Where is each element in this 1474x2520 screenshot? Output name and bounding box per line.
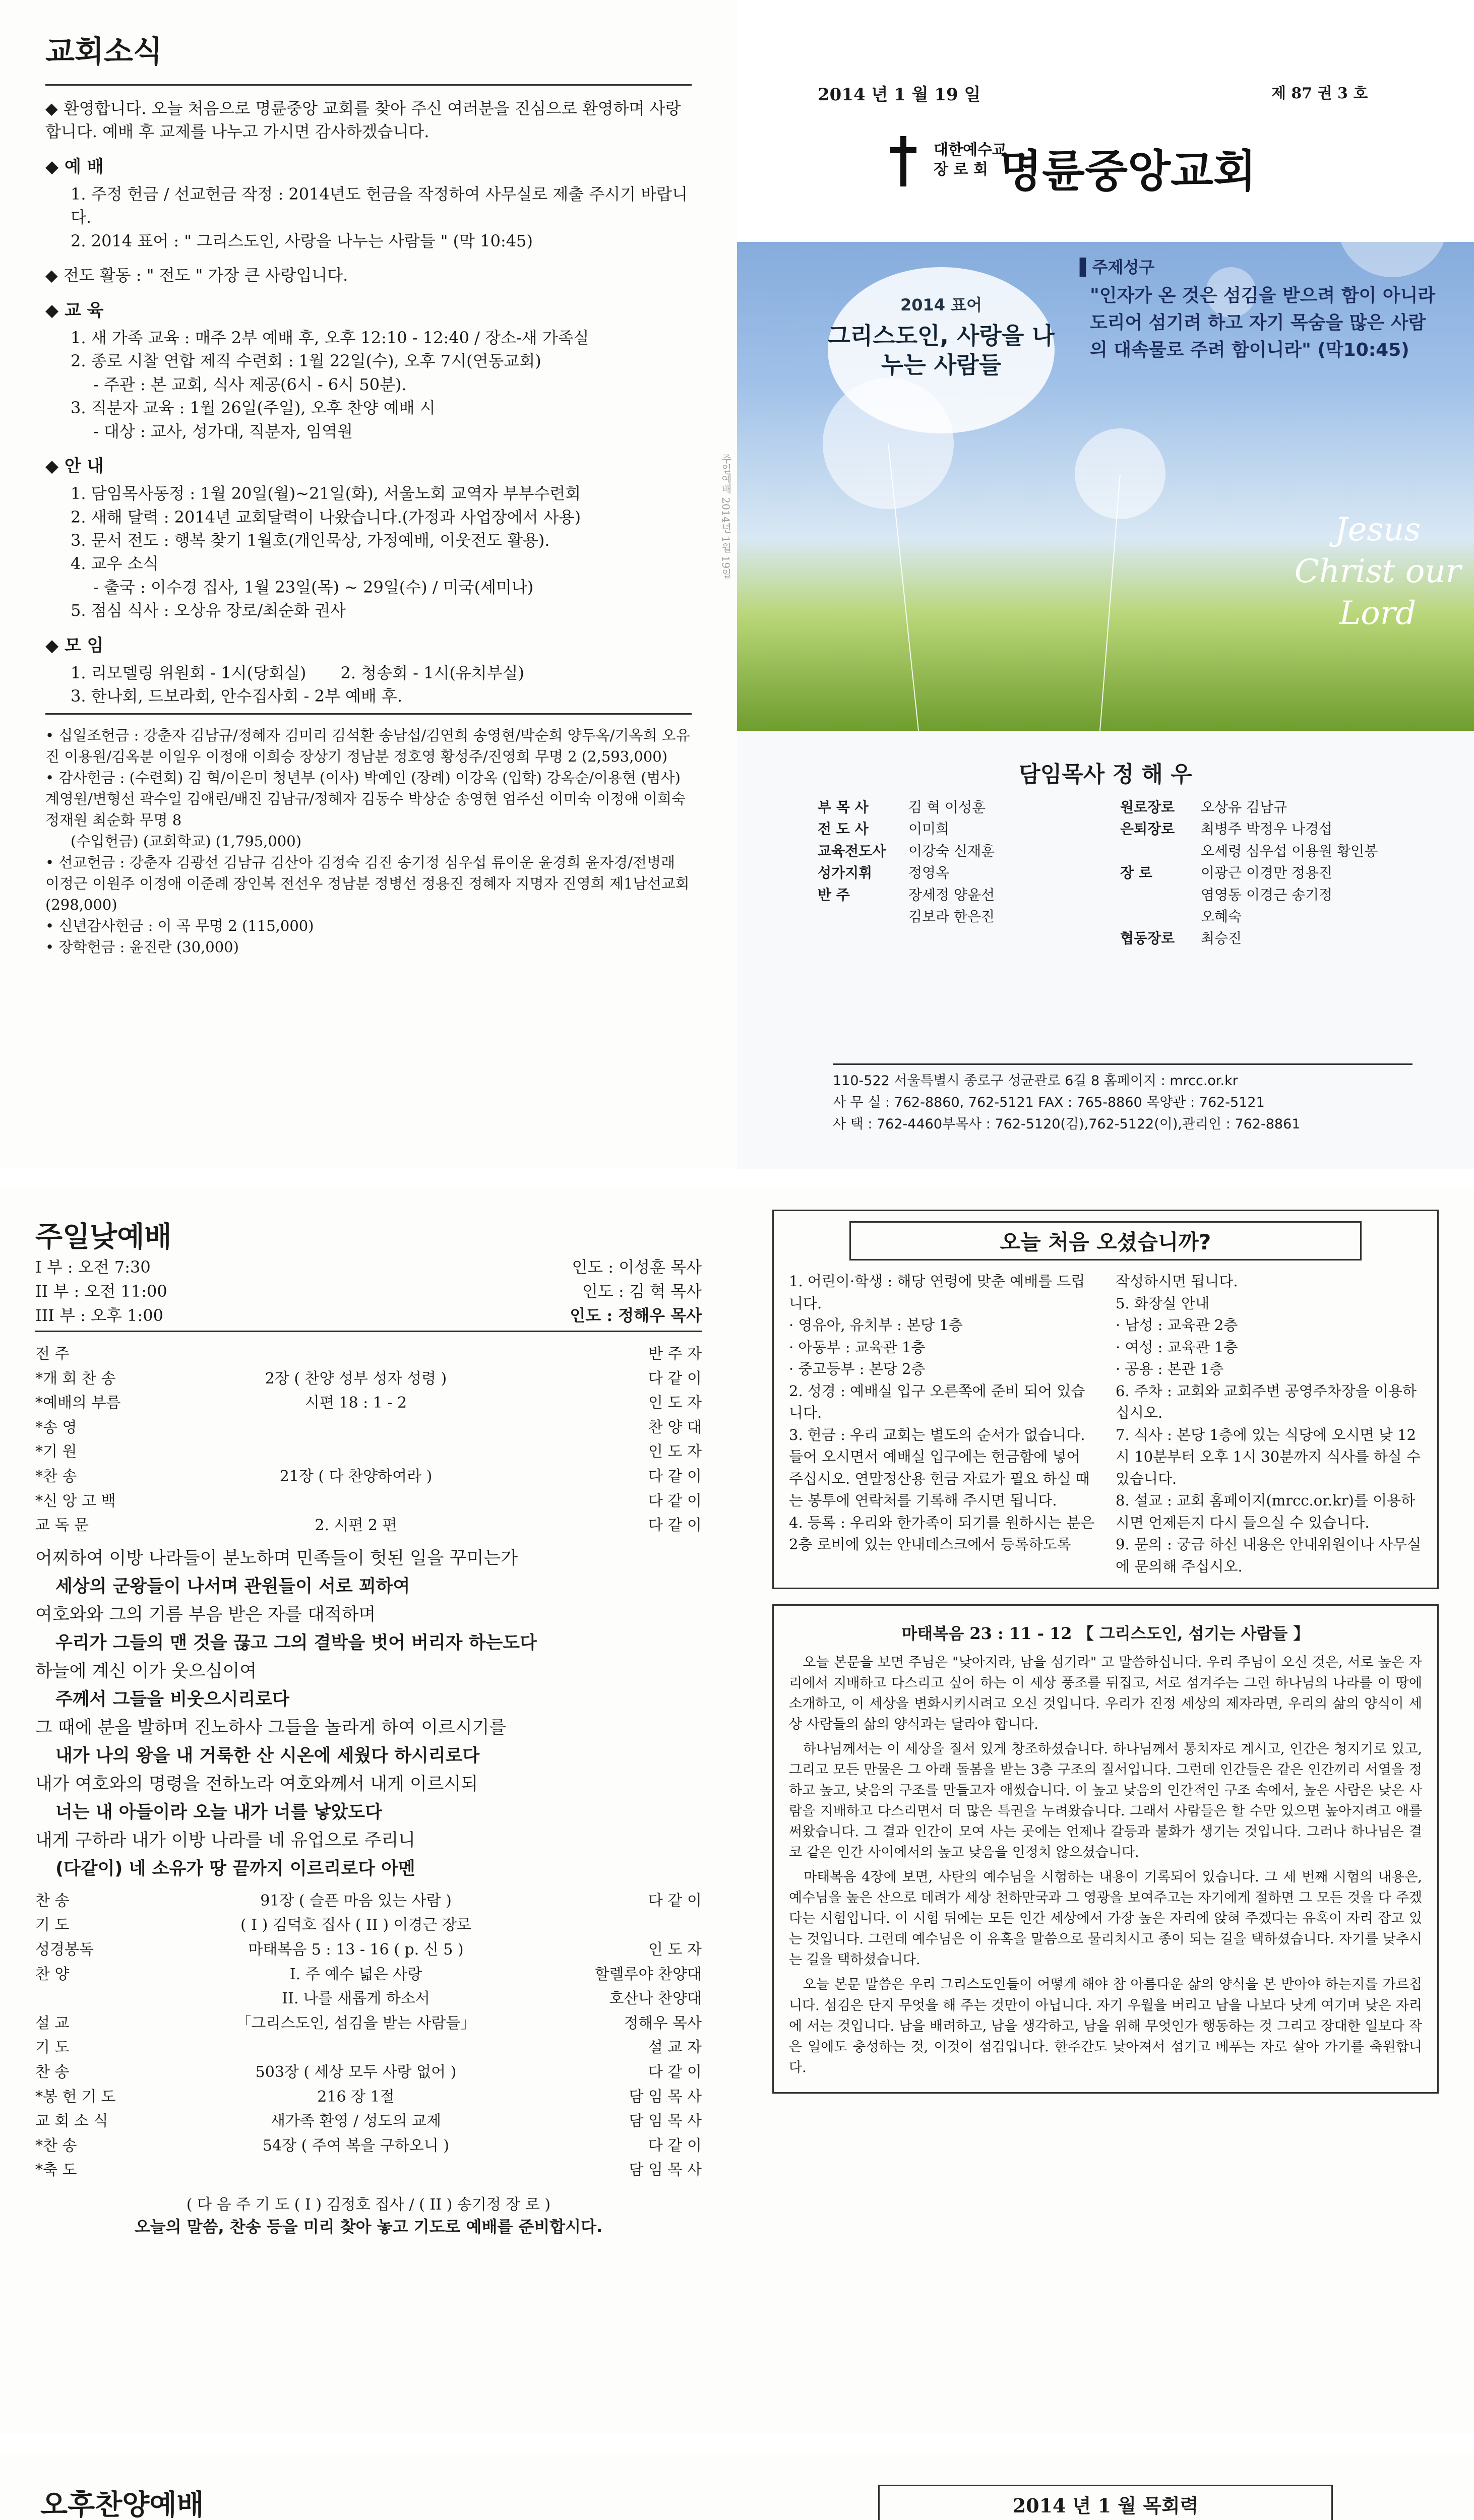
- offering-list: 선교헌금 : 강춘자 김광선 김남규 김산아 김정숙 김진 송기정 심우섭 류이운 윤경희 윤자경/전병래 이정근 이원주 이정애 이준례 장인복 전선우 정남분 정병선 정용진 정혜자 지명자 진영희 제1남선교회 (298,000): [45, 853, 690, 913]
- sunday-worship-page: [0, 1189, 737, 2434]
- offering-list: 신년감사헌금 : 이 곡 무명 2 (115,000): [58, 917, 314, 935]
- list-item: 1. 새 가족 교육 : 매주 2부 예배 후, 오후 12:10 - 12:40 / 장소-새 가족실: [71, 328, 589, 347]
- page-title: 교회소식: [45, 34, 162, 70]
- order-item-detail: 「그리스도인, 섬김을 받는 사람들」: [236, 2014, 476, 2032]
- order-item: [35, 1416, 702, 1440]
- order-item-person: 인 도 자: [648, 1394, 702, 1412]
- order-item: [35, 1465, 702, 1489]
- staff-names: 최병주 박정우 나경섭: [1201, 821, 1333, 838]
- staff-names: 김보라 한은진: [908, 908, 995, 925]
- list-item: 8. 설교 : 교회 홈페이지(mrcc.or.kr)를 이용하시면 언제든지 다시 들으실 수 있습니다.: [1116, 1492, 1416, 1531]
- staff-row: [818, 906, 1412, 927]
- service-leader: 인도 : 정해우 목사: [570, 1306, 702, 1325]
- sermon-paragraph: 마태복음 4장에 보면, 사탄의 예수님을 시험하는 내용이 기록되어 있습니다. 그 세 번째 시험의 내용은, 예수님을 높은 산으로 데려가 세상 천하만국과 그 영광을 보여주고는 자기에게 절하면 그 모든 것을 다 주겠다는 시험입니다. 이 시험 뒤에는 모든 인간 세상에서 가장 높은 자리에 앉혀 주겠다는 유혹이 자리 잡고 있는 것입니다. 그런데 예수님은 이 유혹을 말씀으로 물리치시고 종이 되는 길을 택하셨습니다. 자기를 낮추시는 길을 택하셨습니다.: [789, 1869, 1422, 1968]
- staff-role: [1120, 884, 1201, 906]
- page-title: 오후찬양예배: [40, 2489, 204, 2520]
- list-item: · 공용 : 본관 1층: [1116, 1360, 1224, 1377]
- divider: [45, 84, 692, 86]
- reading-line: 내게 구하라 내가 이방 나라를 네 유업으로 주리니: [35, 1830, 416, 1851]
- list-item: 2. 종로 시찰 연합 제직 수련회 : 1월 22일(수), 오후 7시(연동교회): [71, 351, 541, 371]
- order-item: [35, 1963, 702, 1987]
- visitor-info-left: [789, 1271, 1095, 1578]
- staff-role: 부 목 사: [818, 799, 869, 815]
- staff-role: [818, 906, 908, 927]
- reading-line: 여호와와 그의 기름 부음 받은 자를 대적하며: [35, 1604, 376, 1625]
- theme-verse: "인자가 온 것은 섬김을 받으려 함이 아니라 도리어 섬기려 하고 자기 목숨을 많은 사람의 대속물로 주려 함이니라" (막10:45): [1090, 285, 1436, 360]
- order-item-person: 다 같 이: [648, 1492, 702, 1510]
- list-item: - 출국 : 이수경 집사, 1월 23일(목) ~ 29일(수) / 미국(세미나): [93, 577, 534, 597]
- reading-line: 그 때에 분을 발하며 진노하사 그들을 놀라게 하여 이르시기를: [35, 1717, 507, 1738]
- box-title: 오늘 처음 오셨습니까?: [849, 1221, 1362, 1261]
- list-item: · 아동부 : 교육관 1층: [789, 1338, 926, 1356]
- order-item-detail: 54장 ( 주여 복을 구하오니 ): [262, 2136, 450, 2155]
- offering-list: 십일조헌금 : 강춘자 김남규/정혜자 김미리 김석환 송남섭/김연희 송영현/박순희 양두옥/기옥희 오유진 이용원/김옥분 이일우 이정애 이희승 장상기 정남분 정호영 황성주/진영희 무명 2 (2,593,000): [45, 726, 690, 765]
- service-leader: 인도 : 김 혁 목사: [582, 1282, 702, 1301]
- order-item-name: [35, 1987, 141, 2011]
- order-item: [35, 1489, 702, 1514]
- staff-names: 장세정 양윤선: [908, 886, 995, 903]
- order-item-person: 다 같 이: [648, 2136, 702, 2155]
- list-item: 1. 담임목사동정 : 1월 20일(월)~21일(화), 서울노회 교역자 부부수련회: [71, 484, 581, 503]
- reading-line: 주께서 그들을 비웃으시리로다: [55, 1689, 289, 1710]
- staff-names: [908, 927, 1120, 949]
- sermon-paragraph: 오늘 본문 말씀은 우리 그리스도인들이 어떻게 해야 참 아름다운 삶의 양식을 본 받아야 하는지를 가르칩니다. 섬김은 단지 무엇을 해 주는 것만이 아닙니다. 자기 우월을 버리고 남을 나보다 낫게 여기며 낮은 자리에 서는 것입니다. 남을 배려하고, 남을 생각하고, 남을 위해 무엇인가 행동하는 것 그리고 장대한 일보다 작은 일에도 충성하는 것, 이것이 섬김입니다. 한주간도 낮아져서 섬기고 베푸는 자로 살아 가기를 축원합니다.: [789, 1977, 1422, 2075]
- order-item-name: 기 도: [35, 1916, 70, 1934]
- staff-role: 협동장로: [1120, 930, 1175, 947]
- service-time: II 부 : 오전 11:00: [35, 1282, 167, 1301]
- order-item-name: 찬 양: [35, 1965, 70, 1983]
- order-item-detail: [141, 2036, 571, 2060]
- order-item-name: 설 교: [35, 2014, 70, 2032]
- order-of-service: [35, 1889, 702, 2183]
- reading-line: (다같이) 네 소유가 땅 끝까지 이르리로다 아멘: [55, 1858, 415, 1879]
- order-item: [35, 2036, 702, 2060]
- staff-names: 최승진: [1201, 930, 1242, 947]
- ministry-calendar-page: [737, 2454, 1474, 2520]
- reading-line: 어찌하여 이방 나라들이 분노하며 민족들이 헛된 일을 꾸미는가: [35, 1548, 518, 1568]
- order-item-person: [571, 1913, 702, 1938]
- order-item: [35, 1913, 702, 1938]
- order-item: [35, 2011, 702, 2036]
- order-item: [35, 1938, 702, 1963]
- order-item-name: 성경봉독: [35, 1940, 94, 1959]
- staff-row: [818, 840, 1412, 862]
- order-item-detail: 91장 ( 슬픈 마음 있는 사람 ): [260, 1892, 452, 1910]
- order-item-person: 담 임 목 사: [629, 2112, 702, 2130]
- next-week-prayer: ( 다 음 주 기 도 ( I ) 김정호 집사 / ( II ) 송기정 장 로 ): [186, 2195, 551, 2214]
- order-item: [35, 2134, 702, 2159]
- staff-role: 장 로: [1120, 864, 1152, 881]
- order-item-person: 인 도 자: [648, 1443, 702, 1461]
- staff-role: [1120, 840, 1201, 862]
- cover-script-text: Jesus Christ our Lord: [1294, 511, 1461, 633]
- list-item: 1. 어린이·학생 : 해당 연령에 맞춘 예배를 드립니다.: [789, 1273, 1085, 1312]
- motto-year: 2014 표어: [900, 295, 982, 314]
- theme-verse-label: ▌주제성구: [1080, 258, 1155, 277]
- visitor-info-page: [737, 1189, 1474, 2434]
- order-item-detail: 시편 18 : 1 - 2: [304, 1394, 407, 1412]
- staff-role: [818, 927, 908, 949]
- order-item-name: 찬 송: [35, 2063, 70, 2081]
- order-item-person: 담 임 목 사: [629, 2161, 702, 2179]
- issue-number: 제 87 권 3 호: [1271, 85, 1368, 102]
- page-gap: [0, 1169, 1474, 1189]
- order-item-person: 설 교 자: [648, 2039, 702, 2057]
- list-item: · 중고등부 : 본당 2층: [789, 1360, 926, 1377]
- motto-text: 그리스도인, 사랑을 나누는 사람들: [828, 322, 1055, 379]
- order-item-detail: II. 나를 새롭게 하소서: [282, 1990, 430, 2008]
- reading-line: 우리가 그들의 맨 것을 끊고 그의 결박을 벗어 버리자 하는도다: [55, 1632, 537, 1653]
- staff-names: 오세령 심우섭 이용원 황인봉: [1201, 842, 1378, 859]
- list-item: 1. 리모델링 위원회 - 1시(당회실): [71, 663, 306, 682]
- welcome-text: 환영합니다. 오늘 처음으로 명륜중앙 교회를 찾아 주신 여러분을 진심으로 환영하며 사랑합니다. 예배 후 교제를 나누고 가시면 감사하겠습니다.: [45, 99, 681, 142]
- list-item: · 여성 : 교육관 1층: [1116, 1338, 1238, 1356]
- list-item: 3. 직분자 교육 : 1월 26일(주일), 오후 찬양 예배 시: [71, 398, 436, 418]
- order-item-detail: [141, 1489, 571, 1514]
- divider: [45, 713, 692, 715]
- staff-names: 이광근 이경만 정용진: [1201, 864, 1333, 881]
- staff-names: 김 혁 이성훈: [908, 799, 986, 815]
- reading-line: 너는 내 아들이라 오늘 내가 너를 낳았도다: [55, 1802, 382, 1822]
- list-item: 작성하시면 됩니다.: [1116, 1273, 1238, 1290]
- staff-row: [818, 796, 1412, 818]
- order-item-person: 찬 양 대: [648, 1418, 702, 1436]
- order-item-person: 호산나 찬양대: [609, 1990, 702, 2008]
- order-item-name: *신 앙 고 백: [35, 1492, 116, 1510]
- list-item: 2. 새해 달력 : 2014년 교회달력이 나왔습니다.(가정과 사업장에서 사용): [71, 507, 581, 527]
- visitor-box: [772, 1210, 1439, 1589]
- order-item-person: 다 같 이: [648, 1517, 702, 1535]
- order-item-detail: 503장 ( 세상 모두 사랑 없어 ): [255, 2063, 457, 2081]
- motto-bubble: [828, 267, 1055, 433]
- staff-row: [818, 862, 1412, 884]
- reading-line: 세상의 군왕들이 나서며 관원들이 서로 꾀하여: [55, 1576, 410, 1597]
- order-item-person: 다 같 이: [648, 2063, 702, 2081]
- list-item: 1. 주정 헌금 / 선교헌금 작정 : 2014년도 헌금을 작정하여 사무실로 제출 주시기 바랍니다.: [71, 184, 688, 227]
- staff-role: 은퇴장로: [1120, 821, 1175, 838]
- list-item: 2. 청송회 - 1시(유치부실): [340, 663, 524, 682]
- list-item: 4. 등록 : 우리와 한가족이 되기를 원하시는 분은 2층 로비에 있는 안내데스크에서 등록하도록: [789, 1514, 1095, 1553]
- offering-list: 장학헌금 : 윤진란 (30,000): [58, 938, 239, 956]
- staff-names: 정영옥: [908, 864, 950, 881]
- list-item: 6. 주차 : 교회와 교회주변 공영주차장을 이용하십시오.: [1116, 1382, 1417, 1421]
- section-heading: 예 배: [64, 156, 104, 177]
- order-item: [35, 1367, 702, 1392]
- order-item: [35, 1889, 702, 1914]
- issue-date: 2014 년 1 월 19 일: [818, 85, 981, 105]
- cover-header: [737, 0, 1474, 242]
- order-item-detail: I. 주 예수 넓은 사랑: [289, 1965, 422, 1983]
- order-item-name: *예배의 부름: [35, 1394, 121, 1412]
- staff-names: 오상유 김남규: [1201, 799, 1287, 815]
- sermon-text: [789, 1652, 1422, 2078]
- reading-line: 내가 여호와의 명령을 전하노라 여호와께서 내게 이르시되: [35, 1774, 478, 1794]
- sermon-box: [772, 1604, 1439, 2094]
- list-item: · 남성 : 교육관 2층: [1116, 1316, 1238, 1334]
- afternoon-worship-page: [0, 2454, 737, 2520]
- list-item: 2. 성경 : 예배실 입구 오른쪽에 준비 되어 있습니다.: [789, 1382, 1085, 1421]
- order-item-person: 다 같 이: [648, 1892, 702, 1910]
- staff-row: [818, 818, 1412, 840]
- order-item: [35, 1514, 702, 1538]
- order-item-name: *기 원: [35, 1443, 77, 1461]
- sermon-title: 마태복음 23 : 11 - 12 【 그리스도인, 섬기는 사람들 】: [901, 1624, 1310, 1643]
- divider: [35, 1331, 702, 1332]
- order-item-detail: 2. 시편 2 편: [315, 1517, 397, 1535]
- order-item-detail: 새가족 환영 / 성도의 교제: [270, 2112, 442, 2130]
- order-item-person: 다 같 이: [648, 1467, 702, 1485]
- page-gap: [0, 2434, 1474, 2454]
- order-item-name: 찬 송: [35, 1892, 70, 1910]
- order-item-name: 기 도: [35, 2039, 70, 2057]
- order-item-person: 정해우 목사: [624, 2014, 702, 2032]
- order-item-name: *찬 송: [35, 2136, 77, 2155]
- order-item-person: 반 주 자: [648, 1345, 702, 1363]
- offering-list: 감사헌금 : (수련회) 김 혁/이은미 청년부 (이사) 박예인 (장례) 이강옥 (입학) 강옥순/이용현 (범사) 계영원/변형선 곽수일 김애린/배진 김남규/정혜자 김동수 박상순 송영현 엄주선 이미숙 이정애 이희숙 정재원 최순화 무명 8: [45, 769, 686, 829]
- order-item-person: 할렐루야 찬양대: [594, 1965, 702, 1983]
- responsive-reading: [35, 1544, 702, 1883]
- section-heading: 교 육: [64, 300, 104, 321]
- section-heading: 안 내: [64, 456, 104, 476]
- list-item: 3. 헌금 : 우리 교회는 별도의 순서가 없습니다. 들어 오시면서 예배실 입구에는 헌금함에 넣어 주십시오. 연말정산용 헌금 자료가 필요 하실 때는 봉투에 연락처를 기록해 주시면 됩니다.: [789, 1426, 1090, 1509]
- staff-role: 전 도 사: [818, 821, 869, 838]
- list-item: 5. 화장실 안내: [1116, 1294, 1210, 1312]
- order-item: [35, 1342, 702, 1367]
- order-item-detail: ( I ) 김덕호 집사 ( II ) 이경근 장로: [240, 1916, 471, 1934]
- visitor-info-right: [1116, 1271, 1422, 1578]
- list-item: - 대상 : 교사, 성가대, 직분자, 임역원: [93, 421, 353, 441]
- list-item: 2. 2014 표어 : " 그리스도인, 사랑을 나누는 사람들 " (막 10:45): [71, 231, 533, 250]
- order-item-name: *개 회 찬 송: [35, 1369, 116, 1388]
- service-time: I 부 : 오전 7:30: [35, 1257, 151, 1277]
- senior-pastor: 담임목사 정 해 우: [1019, 762, 1192, 787]
- order-item-detail: [141, 2158, 571, 2183]
- order-item: [35, 2085, 702, 2110]
- order-item: [35, 1391, 702, 1416]
- offering-list: (수입헌금) (교회학교) (1,795,000): [71, 832, 302, 850]
- order-item-detail: 21장 ( 다 찬양하여라 ): [279, 1467, 433, 1485]
- staff-role: 성가지휘: [818, 864, 873, 881]
- cross-icon: [888, 136, 918, 186]
- staff-names: 이강숙 신재훈: [908, 842, 995, 859]
- staff-names: 염영동 이경근 송기정: [1201, 886, 1333, 903]
- reading-line: 내가 나의 왕을 내 거룩한 산 시온에 세웠다 하시리로다: [55, 1745, 480, 1766]
- order-item-detail: 216 장 1절: [317, 2088, 395, 2106]
- order-item-detail: 2장 ( 찬양 성부 성자 성령 ): [265, 1369, 447, 1388]
- order-item: [35, 2109, 702, 2134]
- church-address: 110-522 서울특별시 종로구 성균관로 6길 8 홈페이지 : mrcc.or.kr 사 무 실 : 762-8860, 762-5121 FAX : 765-8860 목양관 : 762-5121 사 택 : 762-4460부목사 : 762-5120(김),762-5122(이),관리인 : 762-8861: [833, 1063, 1412, 1136]
- order-item-name: 교 독 문: [35, 1517, 89, 1535]
- order-item-detail: 마태복음 5 : 13 - 16 ( p. 신 5 ): [248, 1940, 464, 1959]
- order-item-person: 다 같 이: [648, 1369, 702, 1388]
- order-item: [35, 1440, 702, 1465]
- order-item-name: *봉 헌 기 도: [35, 2088, 116, 2106]
- reading-line: 하늘에 계신 이가 웃으심이여: [35, 1661, 257, 1681]
- list-item: 3. 한나회, 드보라회, 안수집사회 - 2부 예배 후.: [71, 686, 403, 706]
- staff-role: 반 주: [818, 886, 850, 903]
- staff-row: [818, 927, 1412, 949]
- order-item-name: *송 영: [35, 1418, 77, 1436]
- page-title: 2014 년 1 월 목회력: [878, 2485, 1333, 2520]
- order-item-detail: [141, 1342, 571, 1367]
- order-item-person: 인 도 자: [648, 1940, 702, 1959]
- cover-page: [737, 0, 1474, 1169]
- staff-names: 이미희: [908, 821, 950, 838]
- order-of-service: [35, 1342, 702, 1538]
- sermon-paragraph: 오늘 본문을 보면 주님은 "낮아지라, 남을 섬기라" 고 말씀하십니다. 우리 주님이 오신 것은, 서로 높은 자리에서 지배하고 다스리고 싶어 하는 이 세상 풍조를 뒤집고, 서로 섬겨주는 그런 하나님의 나라를 이 땅에 소개하고, 이 세상을 변화시키시려고 오신 것입니다. 우리가 진정 세상의 제자라면, 우리의 삶의 양식이 세상 사람들의 삶의 양식과는 달라야 합니다.: [789, 1655, 1422, 1733]
- list-item: 3. 문서 전도 : 행복 찾기 1월호(개인묵상, 가정예배, 이웃전도 활용).: [71, 530, 550, 550]
- staff-role: 교육전도사: [818, 842, 886, 859]
- order-item: [35, 2060, 702, 2085]
- list-item: 9. 문의 : 궁금 하신 내용은 안내위원이나 사무실에 문의해 주십시오.: [1116, 1536, 1422, 1575]
- order-item-detail: [141, 1416, 571, 1440]
- order-item-name: *축 도: [35, 2161, 77, 2179]
- side-caption: 주일예배 2014년 1월 19일: [720, 454, 732, 579]
- order-item-detail: [141, 1440, 571, 1465]
- denomination: 대한예수교 장 로 회: [934, 141, 1007, 178]
- order-item-name: 전 주: [35, 1345, 70, 1363]
- church-news-page: 교회소식 ◆ 환영합니다. 오늘 처음으로 명륜중앙 교회를 찾아 주신 여러분을 진심으로 환영하며 사랑합니다. 예배 후 교제를 나누고 가시면 감사하겠습니다. ◆ 예 배 1. 주정 헌금 / 선교헌금 작정 : 2014년도 헌금을 작정하여 사무실로 제출 주시기 바랍니다. 2. 2014 표어 : " 그리스도인, 사랑을 나누는 사람들 " (막 10:45) ◆ 전도 활동 : " 전도 " 가장 큰 사랑입니다. ◆ 교 육 1. 새 가족 교육 : 매주 2부 예배 후, 오후 12:10 - 12:40 / 장소-새 가족실 2. 종로 시찰 연합 제직 수련회 : 1월 22일(수), 오후 7시(연동교회) - 주관 : 본 교회, 식사 제공(6시 - 6시 50분). 3. 직분자 교육 : 1월 26일(주일), 오후 찬양 예배 시 - 대상 : 교사, 성가대, 직분자, 임역원 ◆ 안 내 1. 담임목사동정 : 1월 20일(월)~21일(화), 서울노회 교역자 부부수련회 2. 새해 달력 : 2014년 교회달력이 나왔습니다.(가정과 사업장에서 사용) 3. 문서 전도 : 행복 찾기 1월호(개인묵상, 가정예배, 이웃전도 활용). 4. 교우 소식 - 출국 : 이수경 집사, 1월 23일(목) ~ 29일(수) / 미국(세미나) 5. 점심 식사 : 오상유 장로/최순화 권사 ◆ 모 임 1. 리모델링 위원회 - 1시(당회실) 2. 청송회 - 1시(유치부실) 3. 한나회, 드보라회, 안수집사회 - 2부 예배 후. • 십일조헌금 : 강춘자 김남규/정혜자 김미리 김석환 송남섭/김연희 송영현/박순희 양두옥/기옥희 오유진 이용원/김옥분 이일우 이정애 이희승 장상기 정남분 정호영 황성주/진영희 무명 2 (2,593,000) • 감사헌금 : (수련회) 김 혁/이은미 청년부 (이사) 박예인 (장례) 이강옥 (입학) 강옥순/이용현 (범사) 계영원/변형선 곽수일 김애린/배진 김남규/정혜자 김동수 박상순 송영현 엄주선 이미숙 이정애 이희숙 정재원 최순화 무명 8 (수입헌금) (교회학교) (1,795,000) • 선교헌금 : 강춘자 김광선 김남규 김산아 김정숙 김진 송기정 심우섭 류이운 윤경희 윤자경/전병래 이정근 이원주 이정애 이준례 장인복 전선우 정남분 정병선 정용진 정혜자 지명자 진영희 제1남선교회 (298,000) • 신년감사헌금 : 이 곡 무명 2 (115,000) • 장학헌금 : 윤진란 (30,000) 주일예배 2014년 1월 19일: [0, 0, 737, 1169]
- section-heading: 모 임: [64, 635, 104, 656]
- list-item: · 영유아, 유치부 : 본당 1층: [789, 1316, 963, 1334]
- list-item: 5. 점심 식사 : 오상유 장로/최순화 권사: [71, 601, 346, 620]
- staff-names: 오혜숙: [1201, 908, 1242, 925]
- page-title: 주일낮예배: [35, 1221, 172, 1253]
- order-item-person: 담 임 목 사: [629, 2088, 702, 2106]
- list-item: 7. 식사 : 본당 1층에 있는 식당에 오시면 낮 12시 10분부터 오후 1시 30분까지 식사를 하실 수 있습니다.: [1116, 1426, 1421, 1487]
- staff-row: [818, 884, 1412, 906]
- list-item: 전도 활동 : " 전도 " 가장 큰 사랑입니다.: [63, 266, 348, 285]
- staff-list: [818, 796, 1412, 950]
- order-item-name: 교 회 소 식: [35, 2112, 108, 2130]
- list-item: - 주관 : 본 교회, 식사 제공(6시 - 6시 50분).: [93, 374, 407, 394]
- church-name: 명륜중앙교회: [999, 145, 1257, 197]
- order-item: [35, 2158, 702, 2183]
- sermon-paragraph: 하나님께서는 이 세상을 질서 있게 창조하셨습니다. 하나님께서 통치자로 계시고, 인간은 청지기로 있고, 그리고 모든 만물은 그 아래 돌봄을 받는 3층 구조의 질서입니다. 그런데 인간들은 같은 인간끼리 서열을 정하고 높고, 낮음의 구조를 만들고자 애썼습니다. 이 높고 낮음의 인간적인 구조 속에서, 높은 사람은 낮은 사람을 지배하고 다스리면서 더 많은 특권을 누려왔습니다. 그래서 사람들은 할 수만 있으면 높아지려고 애를 써왔습니다. 그 결과 인간이 모여 사는 곳에는 언제나 갈등과 불화가 생기는 것입니다. 그러나 하나님은 결코 같은 인간 사이에서의 높고 낮음을 인정치 않으셨습니다.: [789, 1741, 1422, 1861]
- order-item: [35, 1987, 702, 2011]
- staff-role: [1120, 906, 1201, 927]
- service-time: III 부 : 오후 1:00: [35, 1306, 163, 1325]
- preparation-note: 오늘의 말씀, 찬송 등을 미리 찾아 놓고 기도로 예배를 준비합시다.: [134, 2217, 603, 2236]
- staff-role: 원로장로: [1120, 799, 1175, 815]
- order-item-name: *찬 송: [35, 1467, 77, 1485]
- service-leader: 인도 : 이성훈 목사: [572, 1257, 702, 1277]
- list-item: 4. 교우 소식: [71, 554, 159, 574]
